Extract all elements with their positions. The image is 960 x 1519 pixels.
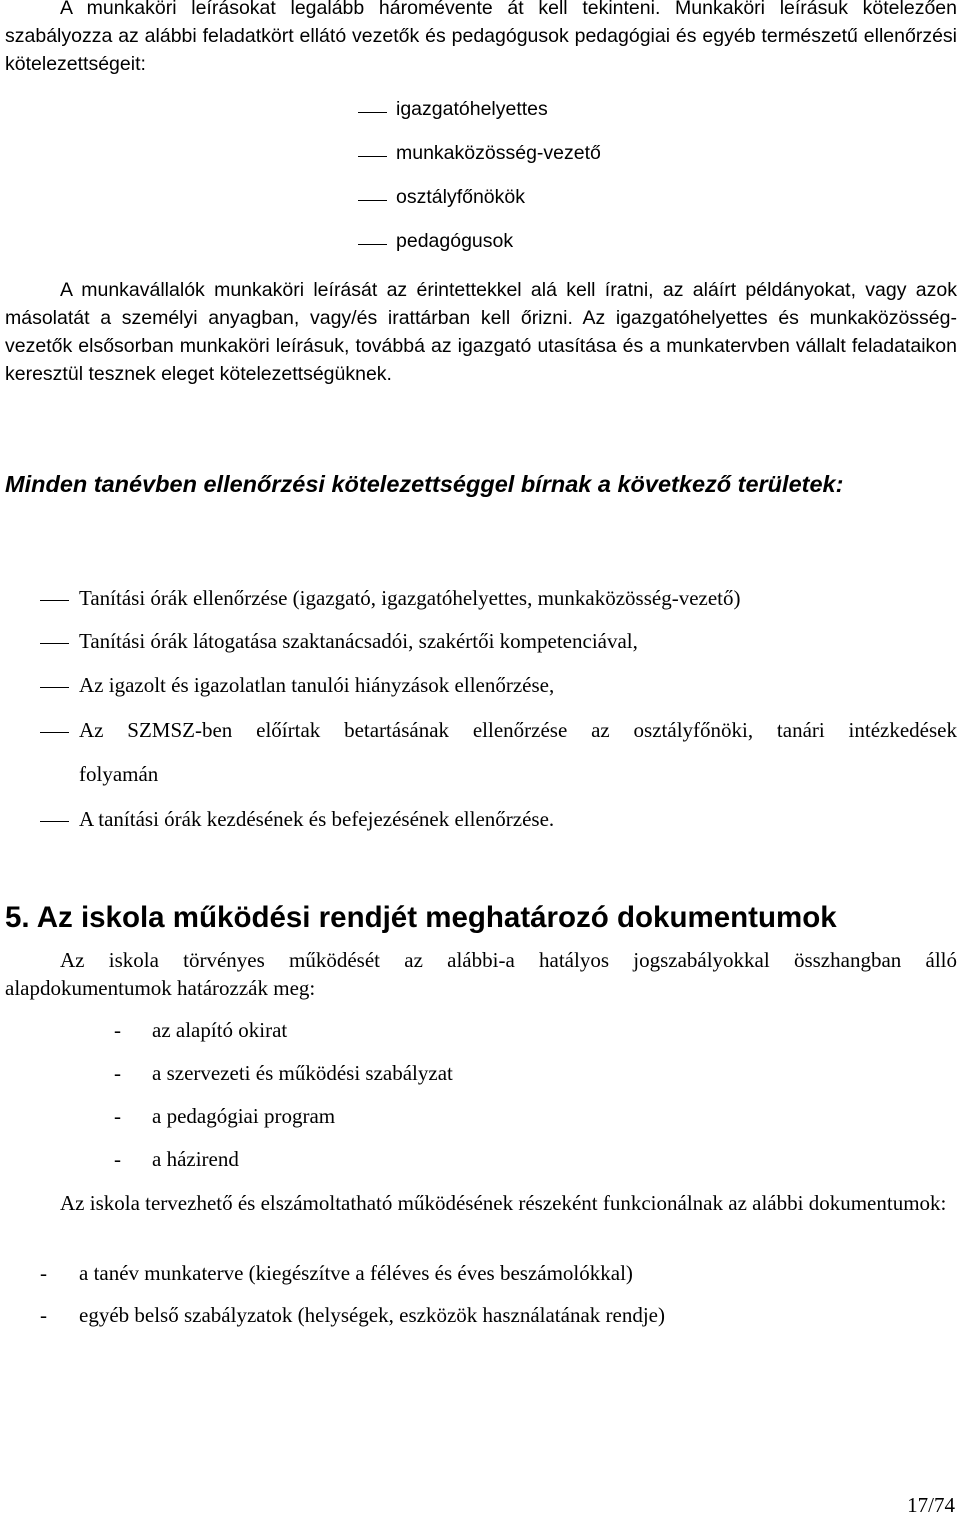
employees-paragraph: A munkavállalók munkaköri leírását az érintettekkel alá kell íratni, az aláírt példányokat, vagy azok másolatát a személyi anyagban, vagy/és irattárban kell őrizni. Az igazgatóhelyettes és munkaközösség-vezetők elsősorban munkaköri leírásuk, továbbá az igazgató utasítása és a munkatervben vállalt feladataikon keresztül tesznek eleget kötelezettségüknek. [5, 279, 957, 385]
base-document-item: a szervezeti és működési szabályzat [152, 1061, 453, 1085]
hyphen-bullet: - [40, 1303, 47, 1327]
hyphen-bullet: - [114, 1147, 121, 1171]
control-heading: Minden tanévben ellenőrzési kötelezettséggel bírnak a következő területek: [5, 471, 844, 497]
control-area-item: Tanítási órák ellenőrzése (igazgató, igazgatóhelyettes, munkaközösség-vezető) [79, 586, 741, 610]
hyphen-bullet: - [114, 1061, 121, 1085]
hyphen-bullet: - [40, 1261, 47, 1285]
base-document-item: az alapító okirat [152, 1018, 288, 1042]
dash-bullet [358, 112, 387, 113]
base-document-item: a házirend [152, 1147, 239, 1171]
control-area-item: Az igazolt és igazolatlan tanulói hiányzások ellenőrzése, [79, 673, 555, 697]
dash-bullet [40, 821, 69, 822]
role-item: pedagógusok [396, 230, 514, 252]
dash-bullet [358, 244, 387, 245]
control-area-item: Tanítási órák látogatása szaktanácsadói, szakértői kompetenciával, [79, 629, 638, 653]
dash-bullet [40, 687, 69, 688]
dash-bullet [40, 643, 69, 644]
role-item: igazgatóhelyettes [396, 98, 548, 120]
control-area-item: Az SZMSZ-ben előírtak betartásának ellenőrzése az osztályfőnöki, tanári intézkedések [79, 718, 957, 742]
role-item: munkaközösség-vezető [396, 142, 601, 164]
dash-bullet [40, 600, 69, 601]
dash-bullet [358, 200, 387, 201]
control-area-item-continuation: folyamán [79, 762, 159, 786]
hyphen-bullet: - [114, 1104, 121, 1128]
page-number: 17/74 [907, 1493, 955, 1517]
dash-bullet [358, 156, 387, 157]
intro-paragraph: A munkaköri leírásokat legalább háromévente át kell tekinteni. Munkaköri leírásuk kötelezően szabályozza az alábbi feladatkört ellátó vezetők és pedagógusok pedagógiai és egyéb természetű ellenőrzési kötelezettségeit: [5, 0, 957, 75]
base-document-item: a pedagógiai program [152, 1104, 336, 1128]
role-item: osztályfőnökök [396, 186, 525, 208]
control-area-item: A tanítási órák kezdésének és befejezésének ellenőrzése. [79, 807, 555, 831]
dash-bullet [40, 732, 69, 733]
functional-intro-paragraph: Az iskola tervezhető és elszámoltatható működésének részeként funkcionálnak az alábbi dokumentumok: [60, 1191, 947, 1215]
functional-document-item: egyéb belső szabályzatok (helységek, eszközök használatának rendje) [79, 1303, 665, 1327]
hyphen-bullet: - [114, 1018, 121, 1042]
section-heading: 5. Az iskola működési rendjét meghatározó dokumentumok [5, 901, 837, 934]
section-intro-paragraph: Az iskola törvényes működését az alábbi-a hatályos jogszabályokkal összhangban álló alapdokumentumok határozzák meg: [5, 948, 957, 1000]
functional-document-item: a tanév munkaterve (kiegészítve a féléves és éves beszámolókkal) [79, 1261, 633, 1285]
